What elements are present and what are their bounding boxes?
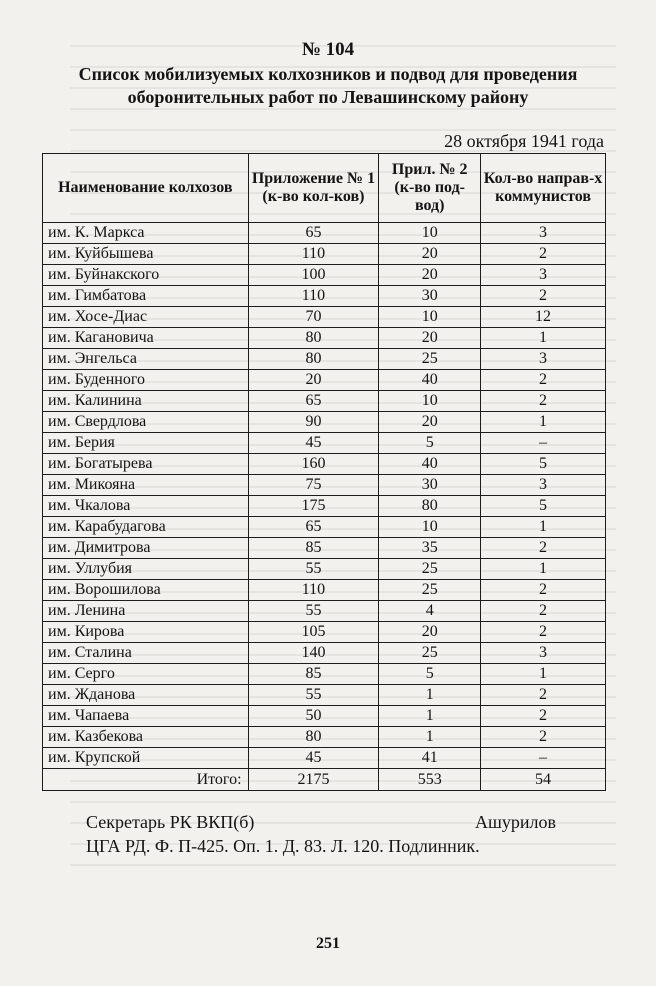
kolkhoz-name-cell: им. Чапаева xyxy=(43,706,249,727)
carts-cell: 30 xyxy=(379,475,481,496)
workers-cell: 45 xyxy=(248,433,379,454)
carts-cell: 1 xyxy=(379,727,481,748)
workers-cell: 55 xyxy=(248,601,379,622)
table-row xyxy=(43,664,606,685)
table-row xyxy=(43,685,606,706)
total-communists: 54 xyxy=(481,769,606,791)
workers-cell: 65 xyxy=(248,517,379,538)
communists-cell: 2 xyxy=(481,601,606,622)
communists-cell: 3 xyxy=(481,349,606,370)
carts-cell: 20 xyxy=(379,328,481,349)
kolkhoz-name-cell: им. Ленина xyxy=(43,601,249,622)
kolkhoz-name-cell: им. Гимбатова xyxy=(43,286,249,307)
kolkhoz-name-cell: им. Кагановича xyxy=(43,328,249,349)
carts-cell: 5 xyxy=(379,433,481,454)
bleed-line xyxy=(70,801,616,803)
archive-source: ЦГА РД. Ф. П-425. Оп. 1. Д. 83. Л. 120. Подлинник. xyxy=(86,836,480,856)
workers-cell: 85 xyxy=(248,664,379,685)
signature-line xyxy=(86,812,556,833)
kolkhoz-name-cell: им. Хосе-Диас xyxy=(43,307,249,328)
workers-cell: 75 xyxy=(248,475,379,496)
table-row xyxy=(43,517,606,538)
workers-cell: 55 xyxy=(248,685,379,706)
carts-cell: 20 xyxy=(379,412,481,433)
table-row xyxy=(43,412,606,433)
table-row xyxy=(43,307,606,328)
column-header-carts: Прил. № 2 (к-во под-вод) xyxy=(379,154,481,223)
kolkhoz-name-cell: им. Микояна xyxy=(43,475,249,496)
carts-cell: 1 xyxy=(379,685,481,706)
communists-cell: 3 xyxy=(481,643,606,664)
workers-cell: 80 xyxy=(248,727,379,748)
communists-cell: 1 xyxy=(481,412,606,433)
communists-cell: 2 xyxy=(481,244,606,265)
kolkhoz-name-cell: им. Димитрова xyxy=(43,538,249,559)
table-row xyxy=(43,475,606,496)
table-header-row xyxy=(43,154,606,223)
workers-cell: 80 xyxy=(248,349,379,370)
total-carts: 553 xyxy=(379,769,481,791)
table-row xyxy=(43,706,606,727)
document-title: Список мобилизуемых колхозников и подвод для проведения оборонительных работ по Левашинскому району xyxy=(78,64,578,107)
kolkhoz-name-cell: им. Ворошилова xyxy=(43,580,249,601)
workers-cell: 110 xyxy=(248,580,379,601)
kolkhoz-name-cell: им. Калинина xyxy=(43,391,249,412)
kolkhoz-name-cell: им. Энгельса xyxy=(43,349,249,370)
communists-cell: 2 xyxy=(481,622,606,643)
carts-cell: 25 xyxy=(379,580,481,601)
workers-cell: 80 xyxy=(248,328,379,349)
table-row xyxy=(43,328,606,349)
communists-cell: 2 xyxy=(481,370,606,391)
carts-cell: 10 xyxy=(379,223,481,244)
carts-cell: 25 xyxy=(379,349,481,370)
table-row xyxy=(43,286,606,307)
table-row xyxy=(43,391,606,412)
bleed-line xyxy=(70,864,616,866)
communists-cell: 1 xyxy=(481,517,606,538)
carts-cell: 41 xyxy=(379,748,481,769)
kolkhoz-name-cell: им. Богатырева xyxy=(43,454,249,475)
carts-cell: 5 xyxy=(379,664,481,685)
workers-cell: 140 xyxy=(248,643,379,664)
communists-cell: 12 xyxy=(481,307,606,328)
kolkhoz-name-cell: им. Жданова xyxy=(43,685,249,706)
carts-cell: 1 xyxy=(379,706,481,727)
kolkhoz-name-cell: им. Буйнакского xyxy=(43,265,249,286)
communists-cell: 2 xyxy=(481,706,606,727)
table-row xyxy=(43,433,606,454)
workers-cell: 20 xyxy=(248,370,379,391)
kolkhoz-name-cell: им. Казбекова xyxy=(43,727,249,748)
carts-cell: 35 xyxy=(379,538,481,559)
communists-cell: 2 xyxy=(481,685,606,706)
workers-cell: 105 xyxy=(248,622,379,643)
communists-cell: 2 xyxy=(481,580,606,601)
workers-cell: 70 xyxy=(248,307,379,328)
carts-cell: 30 xyxy=(379,286,481,307)
kolkhoz-name-cell: им. Сталина xyxy=(43,643,249,664)
kolkhoz-name-cell: им. Берия xyxy=(43,433,249,454)
workers-cell: 85 xyxy=(248,538,379,559)
workers-cell: 160 xyxy=(248,454,379,475)
communists-cell: 1 xyxy=(481,559,606,580)
total-row xyxy=(43,769,606,791)
kolkhoz-name-cell: им. Свердлова xyxy=(43,412,249,433)
table-row xyxy=(43,538,606,559)
communists-cell: 5 xyxy=(481,496,606,517)
table-row xyxy=(43,244,606,265)
communists-cell: 2 xyxy=(481,391,606,412)
carts-cell: 25 xyxy=(379,559,481,580)
table-row xyxy=(43,349,606,370)
table-row xyxy=(43,748,606,769)
communists-cell: – xyxy=(481,748,606,769)
column-header-workers: Приложение № 1 (к-во кол-ков) xyxy=(248,154,379,223)
table-row xyxy=(43,643,606,664)
workers-cell: 175 xyxy=(248,496,379,517)
communists-cell: – xyxy=(481,433,606,454)
carts-cell: 20 xyxy=(379,265,481,286)
communists-cell: 3 xyxy=(481,475,606,496)
table-row xyxy=(43,559,606,580)
workers-cell: 65 xyxy=(248,391,379,412)
page-number: 251 xyxy=(316,935,340,952)
table-row xyxy=(43,496,606,517)
table-row xyxy=(43,622,606,643)
carts-cell: 80 xyxy=(379,496,481,517)
workers-cell: 110 xyxy=(248,286,379,307)
kolkhoz-name-cell: им. Кирова xyxy=(43,622,249,643)
table-row xyxy=(43,727,606,748)
total-workers: 2175 xyxy=(248,769,379,791)
carts-cell: 4 xyxy=(379,601,481,622)
carts-cell: 40 xyxy=(379,370,481,391)
carts-cell: 10 xyxy=(379,307,481,328)
workers-cell: 110 xyxy=(248,244,379,265)
communists-cell: 5 xyxy=(481,454,606,475)
kolkhoz-name-cell: им. Уллубия xyxy=(43,559,249,580)
communists-cell: 2 xyxy=(481,286,606,307)
kolkhoz-name-cell: им. Крупской xyxy=(43,748,249,769)
kolkhoz-name-cell: им. Чкалова xyxy=(43,496,249,517)
carts-cell: 40 xyxy=(379,454,481,475)
carts-cell: 10 xyxy=(379,391,481,412)
table-row xyxy=(43,265,606,286)
kolkhoz-name-cell: им. Буденного xyxy=(43,370,249,391)
workers-cell: 90 xyxy=(248,412,379,433)
kolkhoz-name-cell: им. Куйбышева xyxy=(43,244,249,265)
communists-cell: 3 xyxy=(481,265,606,286)
communists-cell: 1 xyxy=(481,328,606,349)
carts-cell: 20 xyxy=(379,622,481,643)
kolkhoz-name-cell: им. Карабудагова xyxy=(43,517,249,538)
workers-cell: 65 xyxy=(248,223,379,244)
document-date: 28 октября 1941 года xyxy=(444,131,604,151)
communists-cell: 1 xyxy=(481,664,606,685)
signature-name: Ашурилов xyxy=(475,812,556,832)
carts-cell: 25 xyxy=(379,643,481,664)
mobilization-table xyxy=(42,153,606,791)
workers-cell: 45 xyxy=(248,748,379,769)
table-row xyxy=(43,370,606,391)
communists-cell: 3 xyxy=(481,223,606,244)
communists-cell: 2 xyxy=(481,727,606,748)
table-row xyxy=(43,454,606,475)
workers-cell: 50 xyxy=(248,706,379,727)
column-header-name: Наименование колхозов xyxy=(43,154,249,223)
document-number: № 104 xyxy=(301,39,355,60)
workers-cell: 55 xyxy=(248,559,379,580)
workers-cell: 100 xyxy=(248,265,379,286)
table-row xyxy=(43,223,606,244)
total-label: Итого: xyxy=(43,769,249,791)
kolkhoz-name-cell: им. К. Маркса xyxy=(43,223,249,244)
carts-cell: 10 xyxy=(379,517,481,538)
communists-cell: 2 xyxy=(481,538,606,559)
table-row xyxy=(43,580,606,601)
table-row xyxy=(43,601,606,622)
kolkhoz-name-cell: им. Серго xyxy=(43,664,249,685)
signature-position: Секретарь РК ВКП(б) xyxy=(86,812,255,832)
carts-cell: 20 xyxy=(379,244,481,265)
column-header-communists: Кол-во направ-х коммунистов xyxy=(481,154,606,223)
